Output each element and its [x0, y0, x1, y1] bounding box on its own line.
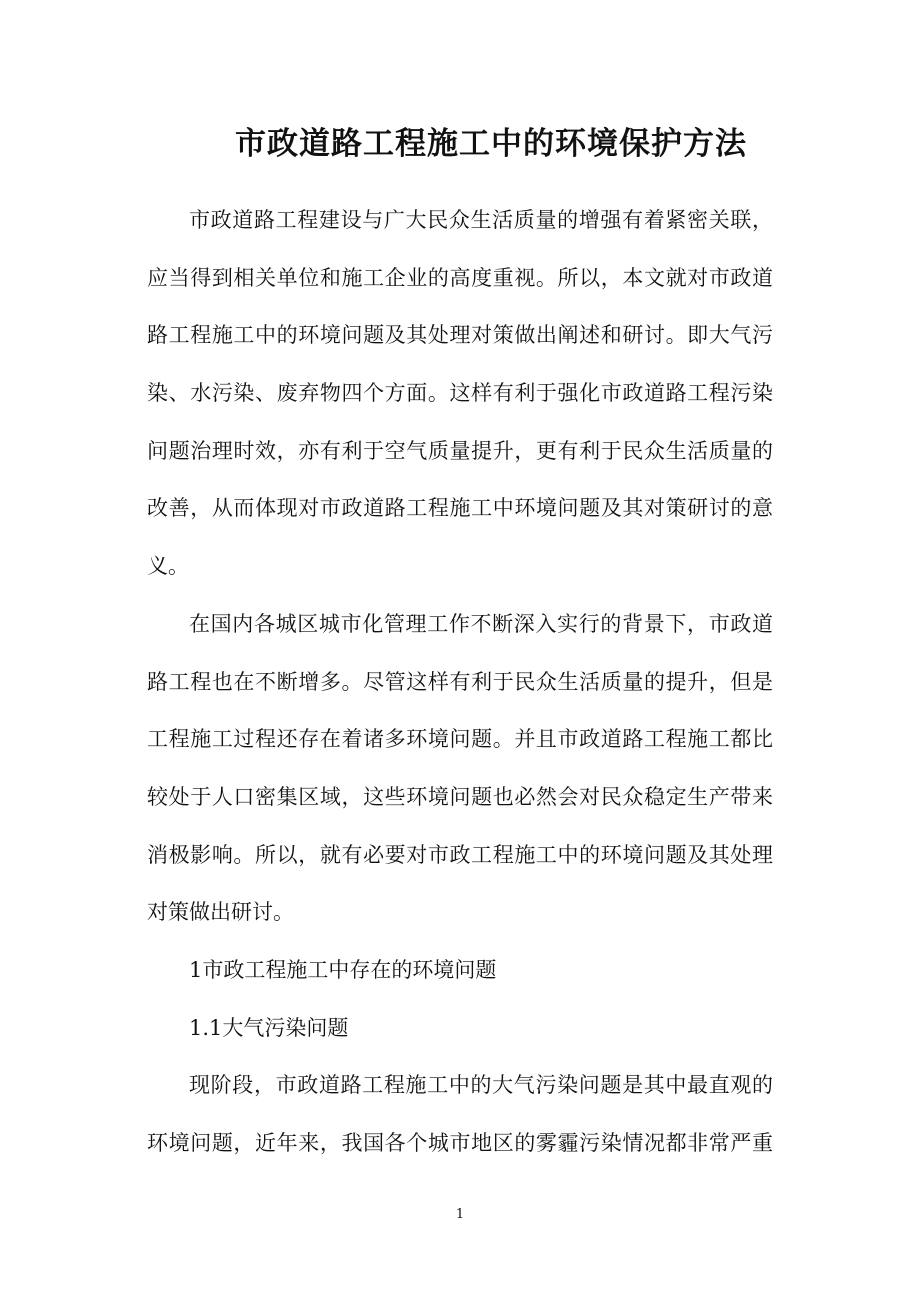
- subsection-heading: 1.1大气污染问题: [189, 1015, 349, 1040]
- text-line: 工程施工过程还存在着诸多环境问题。并且市政道路工程施工都比: [147, 727, 773, 752]
- text-line: 问题治理时效，亦有利于空气质量提升，更有利于民众生活质量的: [147, 438, 773, 463]
- text-line: 在国内各城区城市化管理工作不断深入实行的背景下，市政道: [189, 611, 773, 636]
- paragraph-air-pollution: [147, 1057, 773, 1172]
- text-line: 市政道路工程建设与广大民众生活质量的增强有着紧密关联，: [189, 208, 773, 232]
- text-line: 路工程也在不断增多。尽管这样有利于民众生活质量的提升，但是: [147, 669, 773, 694]
- text-line: 染、水污染、废弃物四个方面。这样有利于强化市政道路工程污染: [147, 381, 773, 406]
- text-line: 改善，从而体现对市政道路工程施工中环境问题及其对策研讨的意: [147, 496, 773, 521]
- text-line: 环境问题，近年来，我国各个城市地区的雾霾污染情况都非常严重: [147, 1131, 773, 1155]
- document-title: 市政道路工程施工中的环境保护方法: [235, 126, 747, 162]
- text-line: 应当得到相关单位和施工企业的高度重视。所以，本文就对市政道: [147, 265, 773, 290]
- section-heading: 1市政工程施工中存在的环境问题: [189, 957, 497, 982]
- document-body: [147, 192, 773, 1173]
- text-line: 现阶段，市政道路工程施工中的大气污染问题是其中最直观的: [189, 1073, 773, 1098]
- text-line: 义。: [147, 554, 189, 579]
- text-line: 消极影响。所以，就有必要对市政工程施工中的环境问题及其处理: [147, 842, 773, 867]
- text-line: 路工程施工中的环境问题及其处理对策做出阐述和研讨。即大气污: [147, 323, 773, 348]
- text-line: 较处于人口密集区域，这些环境问题也必然会对民众稳定生产带来: [147, 784, 773, 809]
- paragraph-intro: [147, 192, 773, 596]
- text-line: 对策做出研讨。: [147, 900, 294, 925]
- paragraph-background: [147, 596, 773, 942]
- page-number: 1: [455, 1207, 465, 1222]
